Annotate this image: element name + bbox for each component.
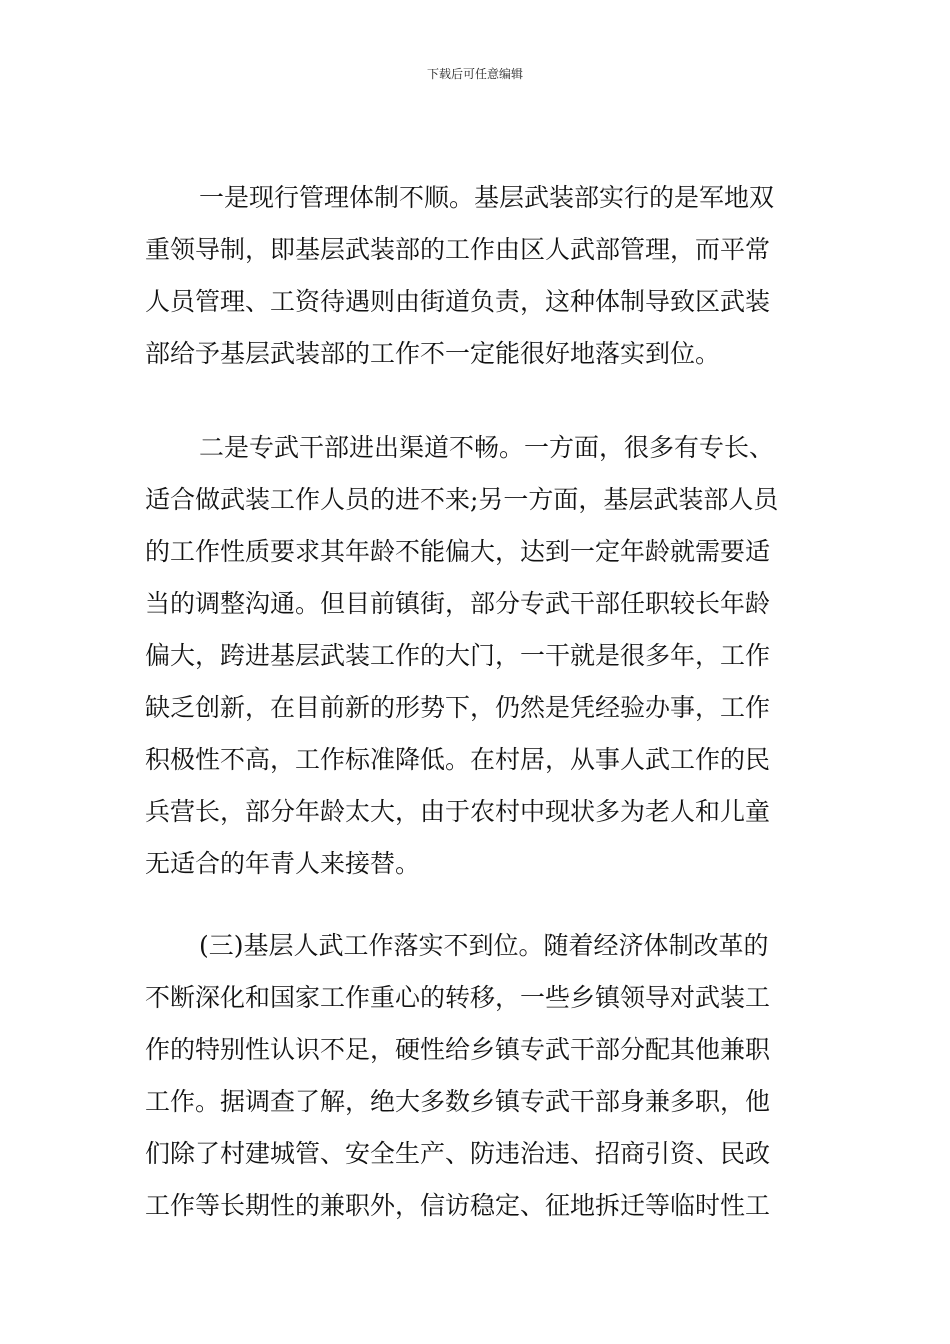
paragraph-line: 兵营长，部分年龄太大，由于农村中现状多为老人和儿童 xyxy=(145,797,771,826)
paragraph-line: 缺乏创新，在目前新的形势下，仍然是凭经验办事，工作 xyxy=(145,693,771,722)
paragraph-line: 工作等长期性的兼职外，信访稳定、征地拆迁等临时性工 xyxy=(145,1191,771,1220)
paragraph-line: 重领导制，即基层武装部的工作由区人武部管理，而平常 xyxy=(145,235,771,264)
paragraph-line: 的工作性质要求其年龄不能偏大，达到一定年龄就需要适 xyxy=(145,537,771,566)
paragraph-line: (三)基层人武工作落实不到位。随着经济体制改革的 xyxy=(199,931,769,960)
paragraph-line: 偏大，跨进基层武装工作的大门，一干就是很多年，工作 xyxy=(145,641,771,670)
paragraph-management-system xyxy=(145,172,805,380)
paragraph-line: 们除了村建城管、安全生产、防违治违、招商引资、民政 xyxy=(145,1139,771,1168)
paragraph-line: 作的特别性认识不足，硬性给乡镇专武干部分配其他兼职 xyxy=(145,1035,771,1064)
paragraph-line: 部给予基层武装部的工作不一定能很好地落实到位。 xyxy=(145,339,721,368)
paragraph-cadre-channels xyxy=(145,422,805,890)
paragraph-line: 当的调整沟通。但目前镇街，部分专武干部任职较长年龄 xyxy=(145,589,771,618)
page-header: 下载后可任意编辑 xyxy=(426,67,523,81)
paragraph-line: 一是现行管理体制不顺。基层武装部实行的是军地双 xyxy=(199,183,775,212)
paragraph-line: 积极性不高，工作标准降低。在村居，从事人武工作的民 xyxy=(145,745,771,774)
paragraph-line: 不断深化和国家工作重心的转移，一些乡镇领导对武装工 xyxy=(145,983,771,1012)
paragraph-line: 工作。据调查了解，绝大多数乡镇专武干部身兼多职，他 xyxy=(145,1087,771,1116)
paragraph-line: 人员管理、工资待遇则由街道负责，这种体制导致区武装 xyxy=(145,287,771,316)
paragraph-line: 二是专武干部进出渠道不畅。一方面，很多有专长、 xyxy=(199,433,775,462)
paragraph-line: 无适合的年青人来接替。 xyxy=(145,849,421,878)
paragraph-line: 适合做武装工作人员的进不来;另一方面，基层武装部人员 xyxy=(145,485,779,514)
paragraph-work-implementation xyxy=(145,920,805,1232)
